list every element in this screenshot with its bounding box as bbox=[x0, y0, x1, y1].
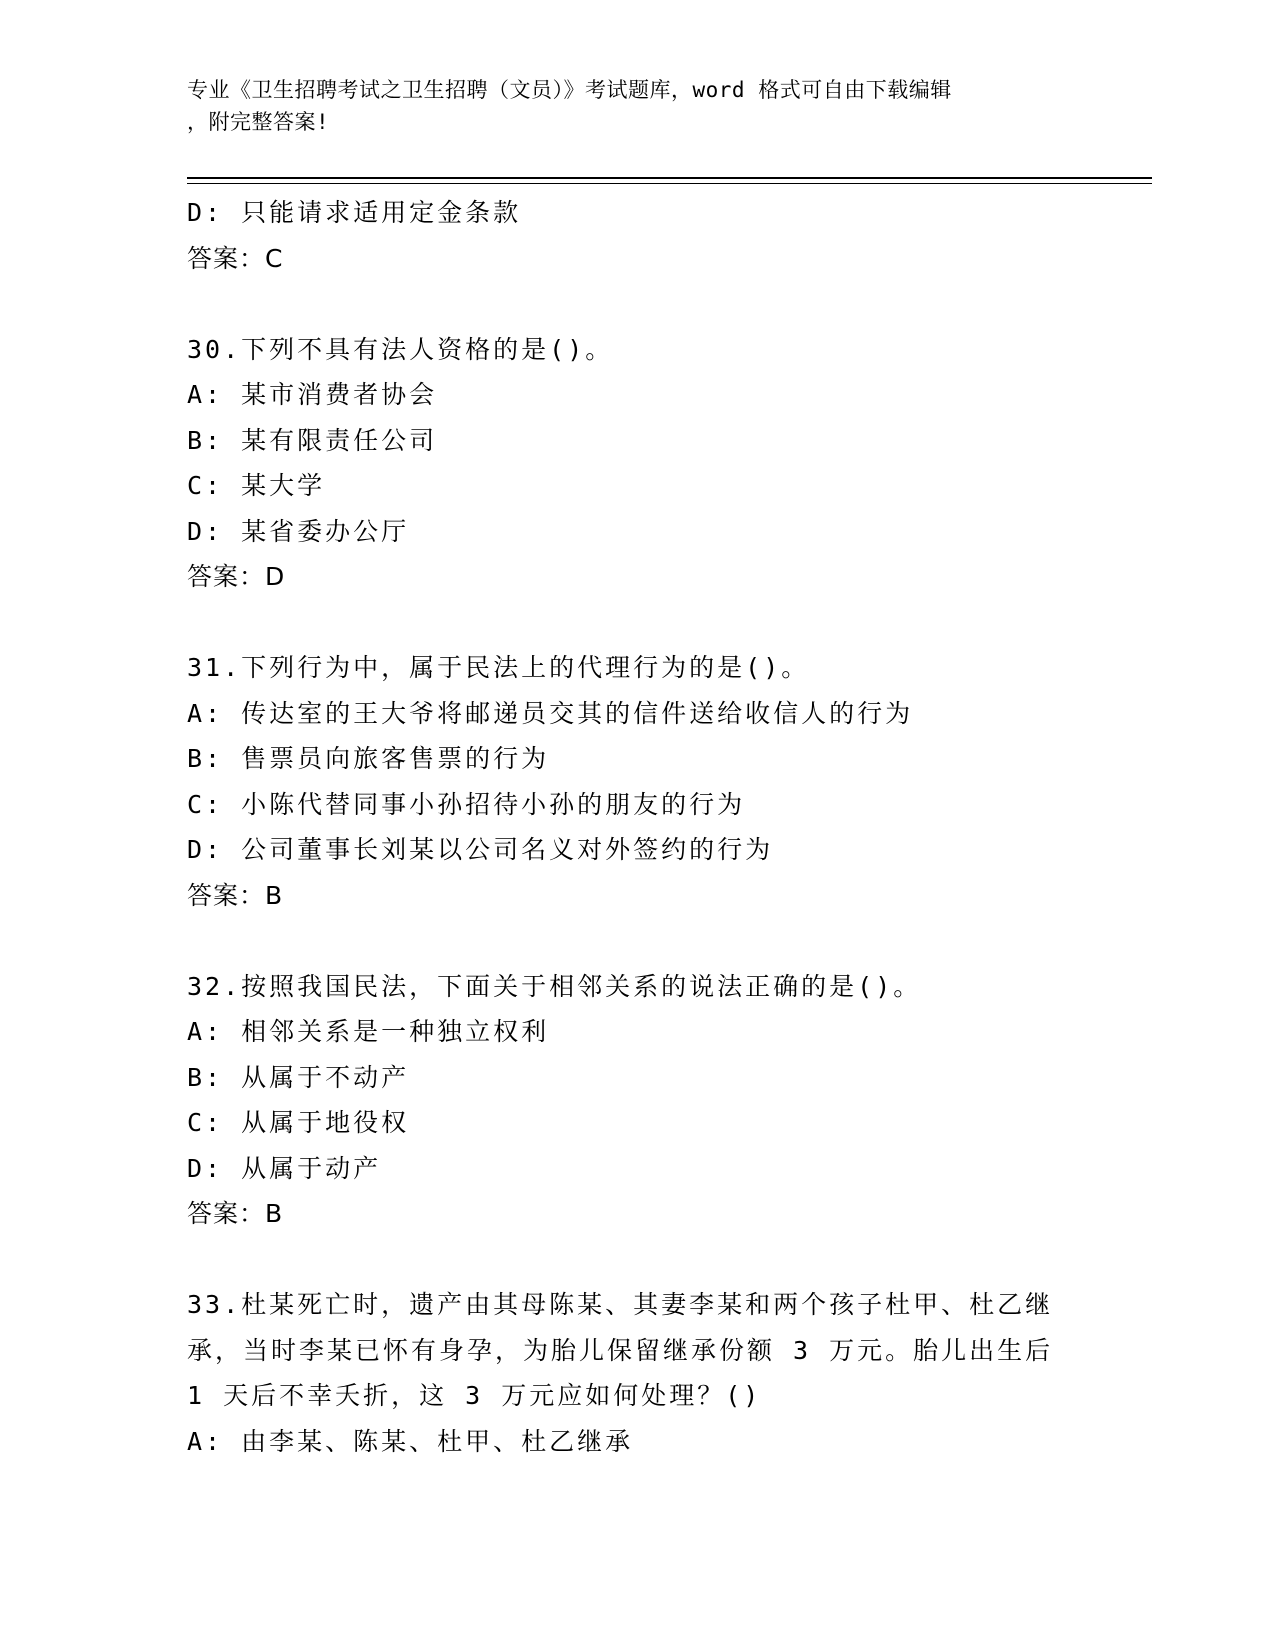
question-33 bbox=[187, 1282, 1087, 1464]
header-rule-thin bbox=[187, 183, 1152, 184]
question-stem: 30.下列不具有法人资格的是()。 bbox=[187, 334, 614, 364]
option-d: D: 从属于动产 bbox=[187, 1153, 382, 1183]
question-stem-line-1: 33.杜某死亡时，遗产由其母陈某、其妻李某和两个孩子杜甲、杜乙继 bbox=[187, 1290, 1054, 1319]
question-list bbox=[187, 190, 1087, 1464]
question-stem: 32.按照我国民法，下面关于相邻关系的说法正确的是()。 bbox=[187, 971, 922, 1001]
answer: 答案：B bbox=[187, 880, 284, 910]
header-rule-thick bbox=[187, 177, 1152, 179]
document-header bbox=[187, 74, 1067, 138]
option-b: B: 从属于不动产 bbox=[187, 1062, 410, 1092]
option-c: C: 小陈代替同事小孙招待小孙的朋友的行为 bbox=[187, 789, 746, 819]
option-a: A: 相邻关系是一种独立权利 bbox=[187, 1017, 550, 1046]
prev-option-d: D: 只能请求适用定金条款 bbox=[187, 198, 522, 227]
question-stem-line-3: 1 天后不幸夭折，这 3 万元应如何处理？() bbox=[187, 1381, 762, 1410]
option-c: C: 某大学 bbox=[187, 471, 326, 500]
question-30 bbox=[187, 327, 1087, 600]
answer: 答案：D bbox=[187, 562, 286, 591]
answer: 答案：B bbox=[187, 1199, 284, 1228]
option-b: B: 某有限责任公司 bbox=[187, 425, 438, 455]
question-stem: 31.下列行为中，属于民法上的代理行为的是()。 bbox=[187, 653, 810, 682]
spacer bbox=[187, 281, 1087, 327]
header-line-1: 专业《卫生招聘考试之卫生招聘（文员）》考试题库，word 格式可自由下载编辑 bbox=[187, 78, 952, 102]
question-31 bbox=[187, 645, 1087, 918]
option-a: A: 由李某、陈某、杜甲、杜乙继承 bbox=[187, 1426, 634, 1456]
spacer bbox=[187, 600, 1087, 646]
question-32 bbox=[187, 964, 1087, 1237]
option-d: D: 公司董事长刘某以公司名义对外签约的行为 bbox=[187, 835, 774, 864]
option-a: A: 某市消费者协会 bbox=[187, 380, 438, 409]
option-c: C: 从属于地役权 bbox=[187, 1108, 410, 1137]
option-d: D: 某省委办公厅 bbox=[187, 516, 410, 546]
spacer bbox=[187, 1237, 1087, 1283]
option-a: A: 传达室的王大爷将邮递员交其的信件送给收信人的行为 bbox=[187, 698, 914, 728]
option-b: B: 售票员向旅客售票的行为 bbox=[187, 744, 550, 773]
spacer bbox=[187, 918, 1087, 964]
prev-answer: 答案：C bbox=[187, 243, 284, 273]
header-line-2: ，附完整答案! bbox=[187, 110, 330, 134]
question-stem-line-2: 承，当时李某已怀有身孕，为胎儿保留继承份额 3 万元。胎儿出生后 bbox=[187, 1335, 1054, 1365]
